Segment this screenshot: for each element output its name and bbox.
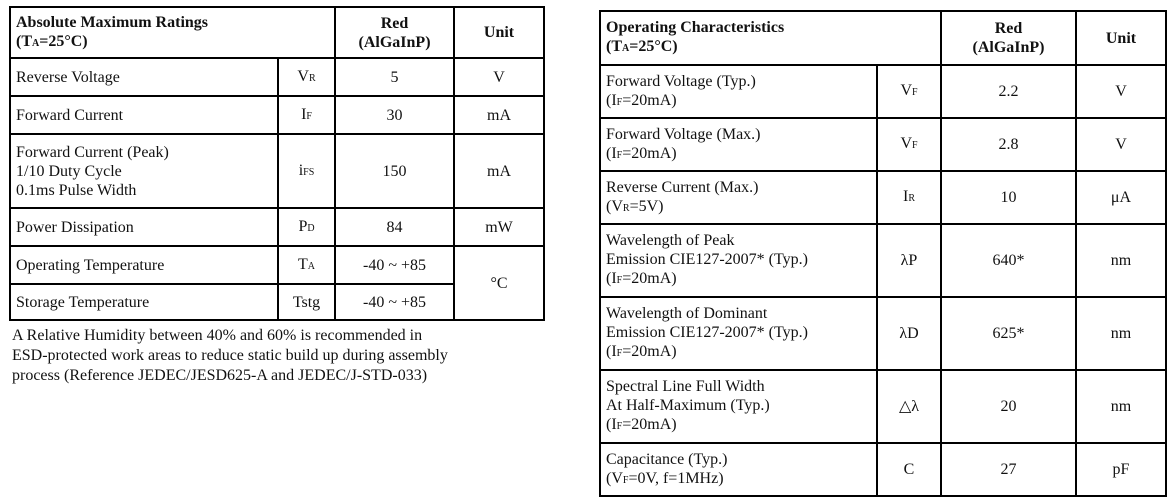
symbol: TA — [278, 246, 335, 284]
table-condition: (TA=25°C) — [606, 38, 678, 55]
test-condition: (VF=0V, f=1MHz) — [606, 469, 724, 487]
table-row — [600, 224, 1166, 297]
value: 84 — [335, 208, 454, 246]
operating-characteristics-table — [599, 10, 1167, 497]
symbol: VF — [877, 65, 941, 118]
symbol: IF — [278, 96, 335, 134]
unit: pF — [1076, 443, 1166, 496]
value: 20 — [941, 370, 1076, 443]
value: 625* — [941, 297, 1076, 370]
table-row — [10, 246, 544, 284]
unit: mW — [454, 208, 544, 246]
table-row — [10, 208, 544, 246]
value: 150 — [335, 134, 454, 208]
symbol: λP — [877, 224, 941, 297]
symbol: PD — [278, 208, 335, 246]
table-row — [600, 171, 1166, 224]
table-row — [600, 370, 1166, 443]
value: -40 ~ +85 — [335, 246, 454, 284]
test-condition: (VR=5V) — [606, 197, 664, 215]
note-line: process (Reference JEDEC/JESD625-A and JEDEC/J-STD-033) — [12, 367, 428, 384]
symbol: C — [877, 443, 941, 496]
column-header-red: Red (AlGaInP) — [941, 11, 1076, 65]
table-title-cell — [600, 11, 941, 65]
column-header-red: Red (AlGaInP) — [335, 7, 454, 58]
parameter-name: Wavelength of Peak Emission CIE127-2007* (Typ.) (IF=20mA) — [600, 224, 877, 297]
parameter-name: Wavelength of Dominant Emission CIE127-2007* (Typ.) (IF=20mA) — [600, 297, 877, 370]
column-header-unit: Unit — [454, 7, 544, 58]
unit: nm — [1076, 370, 1166, 443]
table-header-row — [10, 7, 544, 58]
table-title: Operating Characteristics — [606, 19, 785, 36]
table-condition: (TA=25°C) — [16, 32, 88, 50]
absolute-maximum-ratings-table — [9, 6, 545, 321]
unit: mA — [454, 96, 544, 134]
value: 2.8 — [941, 118, 1076, 171]
value: 10 — [941, 171, 1076, 224]
test-condition: (IF=20mA) — [606, 91, 677, 109]
table-row — [600, 297, 1166, 370]
parameter-name: Capacitance (Typ.) (VF=0V, f=1MHz) — [600, 443, 877, 496]
parameter-name: Forward Voltage (Typ.) (IF=20mA) — [600, 65, 877, 118]
parameter-name: Reverse Current (Max.) (VR=5V) — [600, 171, 877, 224]
symbol: △λ — [877, 370, 941, 443]
value: 640* — [941, 224, 1076, 297]
test-condition: (IF=20mA) — [606, 144, 677, 162]
parameter-name: Storage Temperature — [10, 284, 278, 320]
unit: °C — [454, 246, 544, 320]
symbol: IR — [877, 171, 941, 224]
symbol: Tstg — [278, 284, 335, 320]
symbol: iFS — [278, 134, 335, 208]
parameter-name: Spectral Line Full Width At Half-Maximum (Typ.) (IF=20mA) — [600, 370, 877, 443]
value: 27 — [941, 443, 1076, 496]
symbol: λD — [877, 297, 941, 370]
unit: nm — [1076, 224, 1166, 297]
value: 5 — [335, 58, 454, 96]
table-title: Absolute Maximum Ratings — [16, 13, 209, 31]
unit: V — [1076, 118, 1166, 171]
humidity-note — [12, 326, 547, 386]
note-line: ESD-protected work areas to reduce static build up during assembly — [12, 347, 448, 364]
parameter-name: Power Dissipation — [10, 208, 278, 246]
column-header-unit: Unit — [1076, 11, 1166, 65]
parameter-name: Forward Current — [10, 96, 278, 134]
parameter-name: Forward Voltage (Max.) (IF=20mA) — [600, 118, 877, 171]
symbol: VR — [278, 58, 335, 96]
test-condition: (IF=20mA) — [606, 416, 677, 433]
unit: μA — [1076, 171, 1166, 224]
table-row — [10, 96, 544, 134]
value: 30 — [335, 96, 454, 134]
note-line: A Relative Humidity between 40% and 60% is recommended in — [12, 327, 423, 344]
table-row — [10, 134, 544, 208]
table-header-row — [600, 11, 1166, 65]
unit: nm — [1076, 297, 1166, 370]
parameter-name: Forward Current (Peak) 1/10 Duty Cycle 0.1ms Pulse Width — [10, 134, 278, 208]
table-row — [600, 118, 1166, 171]
parameter-name: Reverse Voltage — [10, 58, 278, 96]
symbol: VF — [877, 118, 941, 171]
parameter-name: Operating Temperature — [10, 246, 278, 284]
unit: V — [454, 58, 544, 96]
test-condition: (IF=20mA) — [606, 343, 677, 360]
table-row — [600, 65, 1166, 118]
unit: V — [1076, 65, 1166, 118]
value: 2.2 — [941, 65, 1076, 118]
test-condition: (IF=20mA) — [606, 270, 677, 287]
table-row — [10, 58, 544, 96]
value: -40 ~ +85 — [335, 284, 454, 320]
table-row — [600, 443, 1166, 496]
unit: mA — [454, 134, 544, 208]
table-title-cell — [10, 7, 335, 58]
